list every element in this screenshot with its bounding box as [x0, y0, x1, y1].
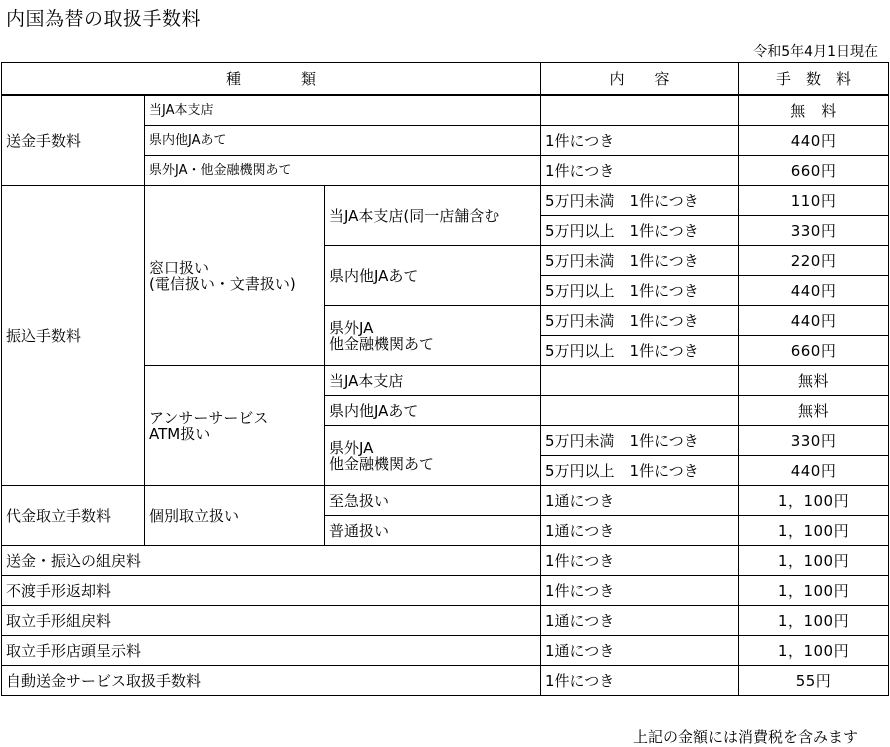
fee-cell: 無料 — [739, 396, 889, 426]
table-row — [2, 666, 889, 696]
channel-label-line: 窓口扱い — [149, 258, 210, 277]
destination-label — [325, 306, 541, 366]
header-fee: 手 数 料 — [739, 63, 889, 96]
content-cell: 5万円以上 1件につき — [541, 336, 739, 366]
channel-label-madoguchi — [145, 186, 325, 366]
table-row — [2, 636, 889, 666]
fee-cell: 330円 — [739, 216, 889, 246]
destination-label: 当JA本支店 — [325, 366, 541, 396]
type-cell: 不渡手形返却料 — [2, 576, 541, 606]
page-title: 内国為替の取扱手数料 — [6, 8, 202, 30]
fee-cell: 1，100円 — [739, 546, 889, 576]
fee-cell: 無 料 — [739, 95, 889, 126]
content-cell: 1件につき — [541, 666, 739, 696]
as-of-date: 令和5年4月1日現在 — [753, 44, 878, 60]
type-cell: 県内他JAあて — [145, 126, 541, 156]
content-cell: 5万円以上 1件につき — [541, 456, 739, 486]
type-cell: 県外JA・他金融機関あて — [145, 156, 541, 186]
fee-cell: 330円 — [739, 426, 889, 456]
type-cell: 至急扱い — [325, 486, 541, 516]
fee-cell: 1，100円 — [739, 516, 889, 546]
type-cell: 当JA本支店 — [145, 95, 541, 126]
destination-label: 県内他JAあて — [325, 246, 541, 306]
table-row — [2, 186, 889, 216]
table-row — [2, 576, 889, 606]
destination-label-line: 県外JA — [329, 318, 374, 337]
fee-cell: 1，100円 — [739, 486, 889, 516]
content-cell — [541, 366, 739, 396]
channel-label-line: (電信扱い・文書扱い) — [149, 274, 296, 293]
channel-label-kobetsu: 個別取立扱い — [145, 486, 325, 546]
section-label-furikomi: 振込手数料 — [2, 186, 145, 486]
fee-cell: 440円 — [739, 276, 889, 306]
fee-cell: 1，100円 — [739, 636, 889, 666]
table-row — [2, 546, 889, 576]
content-cell: 1件につき — [541, 546, 739, 576]
tax-footnote: 上記の金額には消費税を含みます — [632, 728, 858, 746]
fee-cell: 660円 — [739, 336, 889, 366]
table-row — [2, 486, 889, 516]
fee-cell: 440円 — [739, 126, 889, 156]
fee-cell: 660円 — [739, 156, 889, 186]
content-cell: 1通につき — [541, 606, 739, 636]
destination-label: 当JA本支店(同一店舗含む — [325, 186, 541, 246]
content-cell: 1件につき — [541, 126, 739, 156]
section-label-daikin: 代金取立手数料 — [2, 486, 145, 546]
table-row — [2, 95, 889, 126]
type-cell: 送金・振込の組戻料 — [2, 546, 541, 576]
content-cell: 5万円以上 1件につき — [541, 216, 739, 246]
destination-label — [325, 426, 541, 486]
fee-cell: 1，100円 — [739, 606, 889, 636]
content-cell: 1通につき — [541, 516, 739, 546]
section-label-sokin: 送金手数料 — [2, 95, 145, 186]
content-cell: 5万円未満 1件につき — [541, 426, 739, 456]
destination-label-line: 他金融機関あて — [329, 334, 435, 353]
content-cell: 5万円未満 1件につき — [541, 186, 739, 216]
fee-cell: 1，100円 — [739, 576, 889, 606]
fee-cell: 220円 — [739, 246, 889, 276]
destination-label: 県内他JAあて — [325, 396, 541, 426]
content-cell: 1件につき — [541, 156, 739, 186]
fee-cell: 無料 — [739, 366, 889, 396]
fee-table — [1, 62, 889, 696]
content-cell: 5万円未満 1件につき — [541, 246, 739, 276]
table-row — [2, 606, 889, 636]
fee-cell: 440円 — [739, 456, 889, 486]
content-cell — [541, 396, 739, 426]
content-cell: 1通につき — [541, 486, 739, 516]
header-type: 種 類 — [2, 63, 541, 96]
channel-label-line: ATM扱い — [149, 424, 211, 443]
channel-label-answer — [145, 366, 325, 486]
fee-cell: 110円 — [739, 186, 889, 216]
fee-cell: 440円 — [739, 306, 889, 336]
content-cell: 1通につき — [541, 636, 739, 666]
content-cell: 5万円未満 1件につき — [541, 306, 739, 336]
header-content: 内 容 — [541, 63, 739, 96]
destination-label-line: 県外JA — [329, 438, 374, 457]
type-cell: 取立手形組戻料 — [2, 606, 541, 636]
channel-label-line: アンサーサービス — [149, 408, 269, 427]
content-cell: 1件につき — [541, 576, 739, 606]
type-cell: 自動送金サービス取扱手数料 — [2, 666, 541, 696]
fee-cell: 55円 — [739, 666, 889, 696]
content-cell — [541, 95, 739, 126]
destination-label-line: 他金融機関あて — [329, 454, 435, 473]
type-cell: 普通扱い — [325, 516, 541, 546]
table-header-row — [2, 63, 889, 96]
type-cell: 取立手形店頭呈示料 — [2, 636, 541, 666]
content-cell: 5万円以上 1件につき — [541, 276, 739, 306]
